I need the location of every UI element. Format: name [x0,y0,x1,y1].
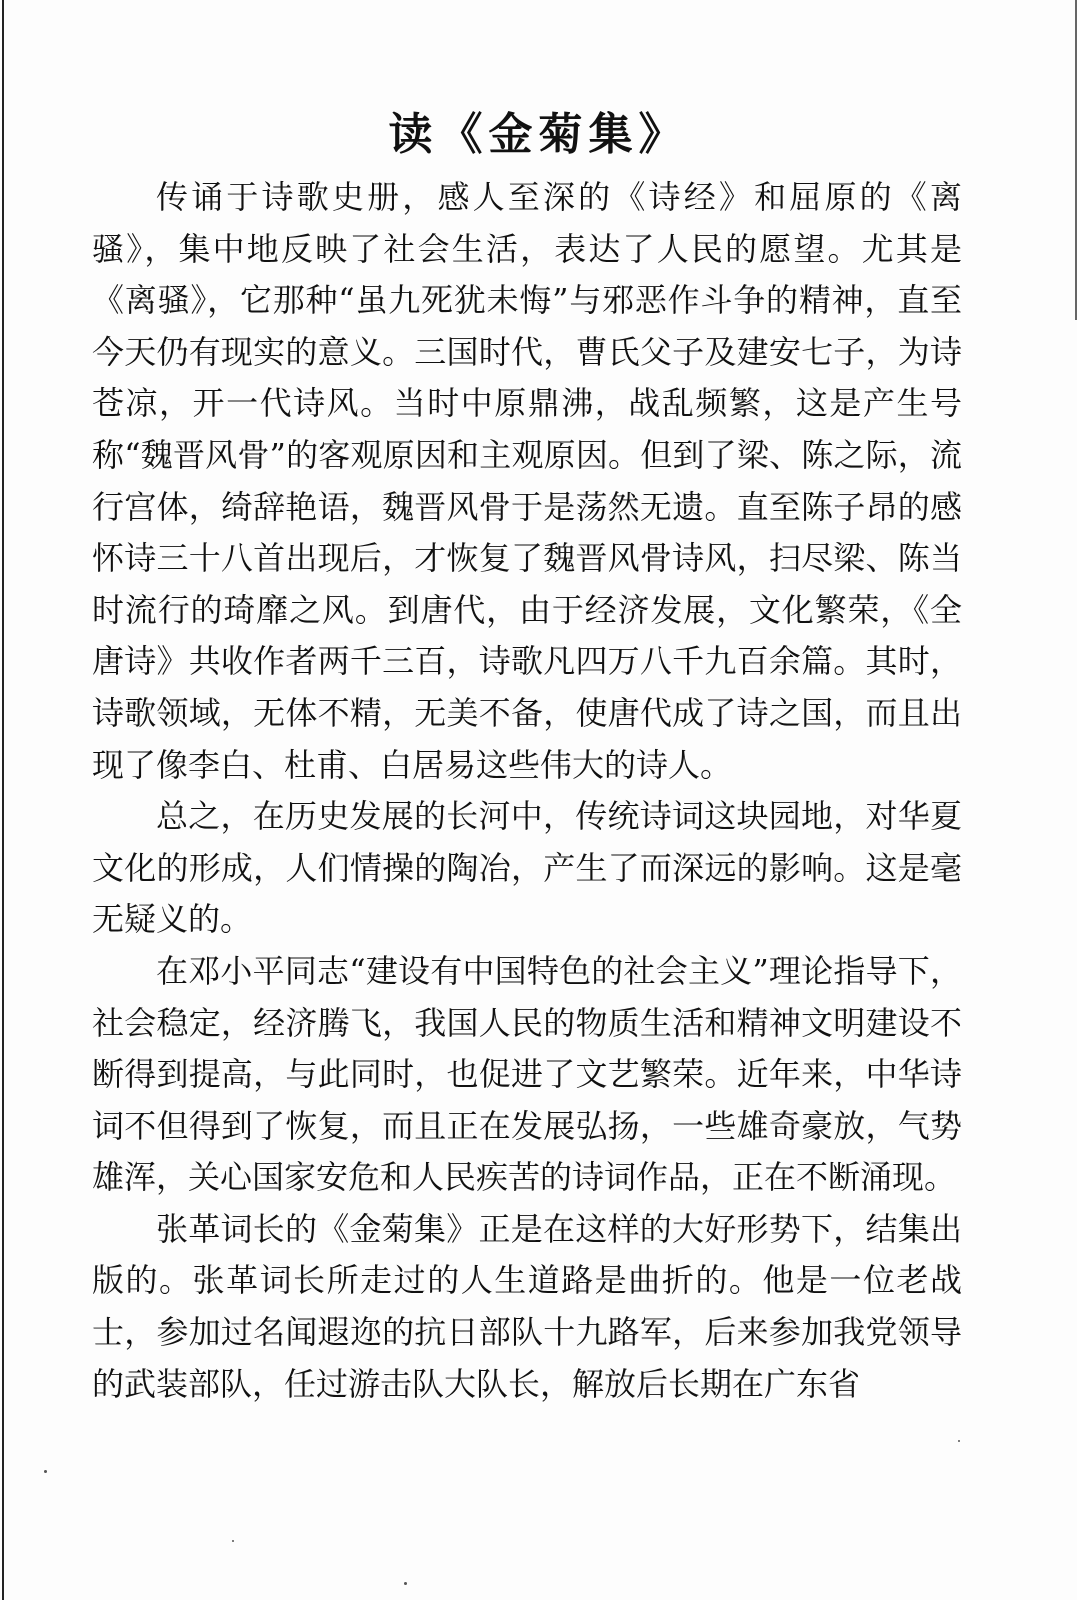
page-title: 读《金菊集》 [388,109,689,160]
article-body [92,172,962,1410]
scan-speck [958,1440,960,1442]
paragraph-1: 传诵于诗歌史册，感人至深的《诗经》和屈原的《离骚》，集中地反映了社会生活，表达了人民的愿望。尤其是《离骚》，它那种“虽九死犹未悔”与邪恶作斗争的精神，直至今天仍有现实的意义。三国时代，曹氏父子及建安七子，为诗苍凉，开一代诗风。当时中原鼎沸，战乱频繁，这是产生号称“魏晋风骨”的客观原因和主观原因。但到了梁、陈之际，流行宫体，绮辞艳语，魏晋风骨于是荡然无遗。直至陈子昂的感怀诗三十八首出现后，才恢复了魏晋风骨诗风，扫尽梁、陈当时流行的琦靡之风。到唐代，由于经济发展，文化繁荣，《全唐诗》共收作者两千三百，诗歌凡四万八千九百余篇。其时，诗歌领域，无体不精，无美不备，使唐代成了诗之国，而且出现了像李白、杜甫、白居易这些伟大的诗人。 [92,178,962,784]
scan-speck [44,1470,47,1473]
scan-edge-left [2,0,4,1600]
paragraph-4: 张革词长的《金菊集》正是在这样的大好形势下，结集出版的。张革词长所走过的人生道路是曲折的。他是一位老战士，参加过名闻遐迩的抗日部队十九路军，后来参加我党领导的武装部队，任过游击队大队长，解放后长期在广东省 [92,1209,962,1403]
scan-speck [232,1540,234,1542]
paragraph-2: 总之，在历史发展的长河中，传统诗词这块园地，对华夏文化的形成，人们情操的陶冶，产生了而深远的影响。这是毫无疑义的。 [92,797,962,939]
paragraph-3: 在邓小平同志“建设有中国特色的社会主义”理论指导下，社会稳定，经济腾飞，我国人民的物质生活和精神文明建设不断得到提高，与此同时，也促进了文艺繁荣。近年来，中华诗词不但得到了恢复，而且正在发展弘扬，一些雄奇豪放，气势雄浑，关心国家安危和人民疾苦的诗词作品，正在不断涌现。 [92,951,962,1197]
scan-speck [404,1582,407,1585]
